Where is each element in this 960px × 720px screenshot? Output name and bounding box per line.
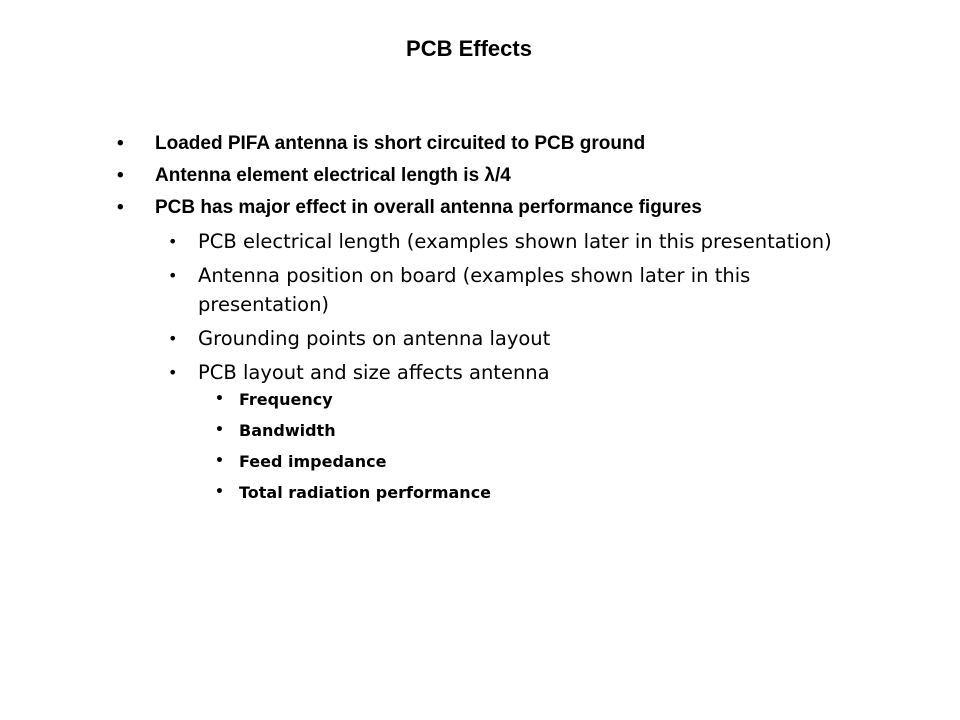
bullet-item — [0, 131, 795, 156]
bullet-list — [0, 131, 960, 512]
bullet-text: PCB has major effect in overall antenna performance figures — [155, 197, 702, 218]
sub-sub-bullet-item — [0, 450, 839, 473]
bullet-marker: • — [117, 133, 124, 154]
sub-bullet-item — [0, 227, 848, 256]
sub-bullet-text: PCB layout and size affects antenna — [198, 361, 550, 384]
sub-bullet-item — [0, 261, 848, 319]
sub-sub-bullet-item — [0, 388, 839, 411]
sub-bullet-text: Grounding points on antenna layout — [198, 327, 551, 350]
sub-sub-bullet-text: Frequency — [239, 390, 333, 409]
sub-bullet-item — [0, 324, 848, 353]
sub-bullet-item — [0, 358, 848, 387]
sub-bullet-marker: • — [168, 363, 178, 382]
bullet-marker: • — [117, 165, 124, 186]
bullet-item — [0, 163, 795, 188]
sub-bullet-text: Antenna position on board (examples shown later in this presentation) — [198, 264, 751, 316]
slide-title: PCB Effects — [406, 36, 532, 61]
sub-sub-bullet-text: Bandwidth — [239, 421, 336, 440]
sub-bullet-marker: • — [168, 329, 178, 348]
sub-bullet-marker: • — [168, 266, 178, 285]
sub-sub-bullet-item — [0, 481, 839, 504]
sub-bullet-text: PCB electrical length (examples shown later in this presentation) — [198, 230, 832, 253]
sub-sub-bullet-text: Total radiation performance — [239, 483, 492, 502]
bullet-text: Antenna element electrical length is λ/4 — [155, 165, 511, 186]
sub-sub-bullet-marker: • — [215, 422, 224, 438]
bullet-text: Loaded PIFA antenna is short circuited to PCB ground — [155, 133, 646, 154]
bullet-item — [0, 195, 795, 220]
bullet-marker: • — [117, 197, 124, 218]
sub-sub-bullet-marker: • — [215, 453, 224, 469]
sub-sub-bullet-item — [0, 419, 839, 442]
sub-sub-bullet-text: Feed impedance — [239, 452, 387, 471]
sub-bullet-marker: • — [168, 232, 178, 251]
sub-sub-bullet-marker: • — [215, 391, 224, 407]
sub-sub-bullet-marker: • — [215, 484, 224, 500]
